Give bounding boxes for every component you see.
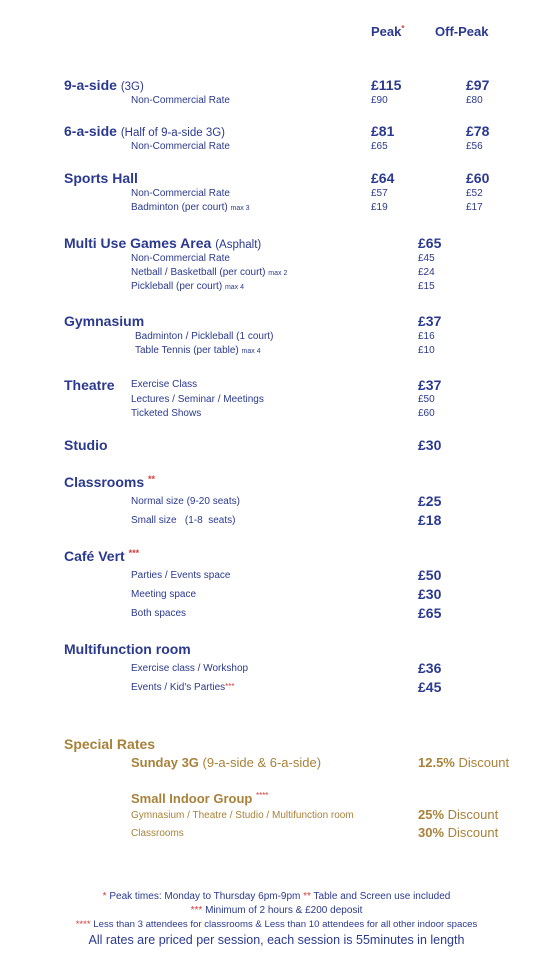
cafe-sub2-price: £30 <box>418 586 442 602</box>
muga-sub3-label: Pickleball (per court) max 4 <box>131 281 244 292</box>
group-sub2-label: Classrooms <box>131 828 184 839</box>
six-peak-price: £81 <box>371 123 395 139</box>
classrooms-sub2-price: £18 <box>418 512 442 528</box>
sunday-3g-label: Sunday 3G (9-a-side & 6-a-side) <box>131 755 322 770</box>
group-sub1-label: Gymnasium / Theatre / Studio / Multifunction room <box>131 810 354 821</box>
hall-sub2-label: Badminton (per court) max 3 <box>131 202 250 213</box>
studio-price: £30 <box>418 437 442 453</box>
muga-title: Multi Use Games Area (Asphalt) <box>64 235 262 251</box>
classrooms-sub1-label: Normal size (9-20 seats) <box>131 496 240 507</box>
nine-a-side-title: 9-a-side (3G) <box>64 77 144 93</box>
hall-sub2-peak: £19 <box>371 202 388 213</box>
small-indoor-group-title: Small Indoor Group **** <box>131 791 269 806</box>
multifunction-title: Multifunction room <box>64 641 191 657</box>
nine-offpeak-price: £97 <box>466 77 490 93</box>
theatre-sub3-label: Ticketed Shows <box>131 408 202 419</box>
muga-sub1-label: Non-Commercial Rate <box>131 253 230 264</box>
hall-sub1-peak: £57 <box>371 188 388 199</box>
gym-price: £37 <box>418 313 442 329</box>
classrooms-title: Classrooms ** <box>64 474 156 490</box>
nine-sub-peak: £90 <box>371 95 388 106</box>
cafe-sub1-price: £50 <box>418 567 442 583</box>
gym-sub1-label: Badminton / Pickleball (1 court) <box>135 331 274 342</box>
special-rates-title: Special Rates <box>64 736 156 752</box>
muga-sub1-price: £45 <box>418 253 435 264</box>
hall-peak-price: £64 <box>371 170 395 186</box>
theatre-sub3-price: £60 <box>418 408 435 419</box>
nine-peak-price: £115 <box>371 77 402 93</box>
group-sub2-discount: 30% Discount <box>418 825 499 840</box>
nine-sub-label: Non-Commercial Rate <box>131 95 230 106</box>
theatre-title: Theatre <box>64 377 115 393</box>
gym-sub1-price: £16 <box>418 331 435 342</box>
cafe-sub3-label: Both spaces <box>131 608 187 619</box>
gym-sub2-price: £10 <box>418 345 435 356</box>
theatre-sub2-label: Lectures / Seminar / Meetings <box>131 394 264 405</box>
gymnasium-title: Gymnasium <box>64 313 145 329</box>
sports-hall-title: Sports Hall <box>64 170 138 186</box>
cafe-sub3-price: £65 <box>418 605 442 621</box>
footer-line-2: *** Minimum of 2 hours & £200 deposit <box>190 905 363 916</box>
theatre-sub1-label: Exercise Class <box>131 379 198 390</box>
gym-sub2-label: Table Tennis (per table) max 4 <box>135 345 261 356</box>
footer-line-3: **** Less than 3 attendees for classrooms & Less than 10 attendees for all other indoor spaces <box>75 919 478 930</box>
six-sub-peak: £65 <box>371 141 388 152</box>
six-sub-label: Non-Commercial Rate <box>131 141 230 152</box>
multi-sub1-label: Exercise class / Workshop <box>131 663 249 674</box>
hall-sub1-label: Non-Commercial Rate <box>131 188 230 199</box>
six-offpeak-price: £78 <box>466 123 490 139</box>
multi-sub2-price: £45 <box>418 679 442 695</box>
classrooms-sub1-price: £25 <box>418 493 442 509</box>
nine-sub-offpeak: £80 <box>466 95 483 106</box>
six-a-side-title: 6-a-side (Half of 9-a-side 3G) <box>64 123 225 139</box>
hall-sub2-offpeak: £17 <box>466 202 483 213</box>
hall-sub1-offpeak: £52 <box>466 188 483 199</box>
muga-price: £65 <box>418 235 442 251</box>
peak-header: Peak* <box>371 24 405 39</box>
multi-sub2-label: Events / Kid's Parties*** <box>131 682 235 693</box>
hall-offpeak-price: £60 <box>466 170 490 186</box>
sunday-discount: 12.5% Discount <box>418 755 510 770</box>
cafe-sub2-label: Meeting space <box>131 589 197 600</box>
offpeak-header: Off-Peak <box>435 24 489 39</box>
muga-sub2-label: Netball / Basketball (per court) max 2 <box>131 267 288 278</box>
footer-line-4: All rates are priced per session, each session is 55minutes in length <box>88 933 465 947</box>
classrooms-sub2-label: Small size (1-8 seats) <box>131 515 236 526</box>
cafe-vert-title: Café Vert *** <box>64 548 140 564</box>
muga-sub3-price: £15 <box>418 281 435 292</box>
six-sub-offpeak: £56 <box>466 141 483 152</box>
studio-title: Studio <box>64 437 108 453</box>
theatre-sub2-price: £50 <box>418 394 435 405</box>
group-sub1-discount: 25% Discount <box>418 807 499 822</box>
cafe-sub1-label: Parties / Events space <box>131 570 231 581</box>
muga-sub2-price: £24 <box>418 267 435 278</box>
theatre-price: £37 <box>418 377 442 393</box>
footer-line-1: * Peak times: Monday to Thursday 6pm-9pm ** Table and Screen use included <box>102 891 451 902</box>
multi-sub1-price: £36 <box>418 660 442 676</box>
